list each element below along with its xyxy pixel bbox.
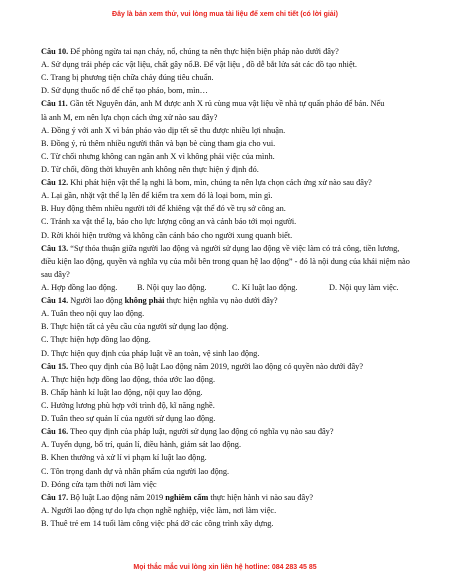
question-12-stem: Câu 12. Khi phát hiện vật thể lạ nghi là bom, mìn, chúng ta nên lựa chọn cách ứng xử nào sau đây? <box>41 178 372 188</box>
question-content <box>41 45 415 530</box>
question-10-option-a: A. Sử dụng trái phép các vật liệu, chất gây nổ. <box>41 60 195 70</box>
question-13-option-b: B. Nội quy lao động. <box>137 283 207 293</box>
question-17-option-a: A. Người lao động tự do lựa chọn nghề nghiệp, việc làm, nơi làm việc. <box>41 505 277 515</box>
question-13-option-d: D. Nội quy làm việc. <box>329 283 399 293</box>
question-16-option-a: A. Tuyển dụng, bố trí, quản lí, điều hành, giám sát lao động. <box>41 440 242 450</box>
question-10-option-c: C. Trang bị phương tiện chữa cháy đúng tiêu chuẩn. <box>41 73 214 83</box>
question-11-option-c: C. Từ chối nhưng không can ngăn anh X vì không phải việc của mình. <box>41 151 275 161</box>
question-12-label: Câu 12. <box>41 178 69 188</box>
question-12-option-b: B. Huy động thêm nhiều người tới để khiêng vật thể đó về trụ sở công an. <box>41 204 286 214</box>
hotline-number[interactable]: 084 283 45 85 <box>271 564 317 571</box>
question-16-stem: Câu 16. Theo quy định của pháp luật, người sử dụng lao động có nghĩa vụ nào sau đây? <box>41 427 334 437</box>
question-15-label: Câu 15. <box>41 361 69 371</box>
question-14-option-d: D. Thực hiện quy định của pháp luật về an toàn, vệ sinh lao động. <box>41 348 260 358</box>
question-14-label: Câu 14. <box>41 296 69 306</box>
question-12-option-c: C. Tránh xa vật thể lạ, báo cho lực lượng công an và cảnh báo tới mọi người. <box>41 217 297 227</box>
question-17-stem: Câu 17. Bộ luật Lao động năm 2019 nghiêm cấm thực hiện hành vi nào sau đây? <box>41 492 314 502</box>
question-11-label: Câu 11. <box>41 99 68 109</box>
question-10-option-d: D. Sử dụng thuốc nổ để chế tạo pháo, bom, mìn… <box>41 86 208 96</box>
question-11-stem-cont: là anh M, em nên lựa chọn cách ứng xử nào sau đây? <box>41 112 218 122</box>
question-10-option-b: B. Để vật liệu , đồ dễ bắt lửa sát các đồ tạo nhiệt. <box>194 60 358 70</box>
question-11-option-b: B. Đồng ý, rủ thêm nhiều người thân và bạn bè cùng tham gia cho vui. <box>41 138 276 148</box>
question-16-label: Câu 16. <box>41 427 69 437</box>
question-14-option-c: C. Thực hiện hợp đồng lao động. <box>41 335 151 345</box>
question-13-option-c: C. Kỉ luật lao động. <box>232 283 298 293</box>
question-12-option-a: A. Lại gần, nhặt vật thể lạ lên để kiểm tra xem đó là loại bom, mìn gì. <box>41 191 273 201</box>
question-17-label: Câu 17. <box>41 492 69 502</box>
question-15-stem: Câu 15. Theo quy định của Bộ luật Lao động năm 2019, người lao động có quyền nào dưới đây? <box>41 361 364 371</box>
question-12-option-d: D. Rời khỏi hiện trường và không cần cảnh báo cho người xung quanh biết. <box>41 230 293 240</box>
hotline-footer <box>0 564 450 571</box>
question-15-option-d: D. Tuân theo sự quản lí của người sử dụng lao động. <box>41 414 216 424</box>
question-13-options <box>41 281 415 294</box>
question-10-stem: Câu 10. Để phòng ngừa tai nạn cháy, nổ, chúng ta nên thực hiện biện pháp nào dưới đây? <box>41 47 339 56</box>
question-15-option-a: A. Thực hiện hợp đồng lao động, thỏa ước lao động. <box>41 374 216 384</box>
hotline-label: Mọi thắc mắc vui lòng xin liên hệ hotline: <box>133 564 270 571</box>
question-11-option-d: D. Từ chối, đồng thời khuyên anh không nên thực hiện ý định đó. <box>41 164 259 174</box>
question-13-option-a: A. Hợp đồng lao động. <box>41 283 118 293</box>
question-17-option-b: B. Thuê trẻ em 14 tuổi làm công việc phá dỡ các công trình xây dựng. <box>41 518 274 528</box>
question-14-option-b: B. Thực hiện tất cả yêu cầu của người sử dụng lao động. <box>41 322 229 332</box>
question-14-option-a: A. Tuân theo nội quy lao động. <box>41 309 145 319</box>
question-14-stem: Câu 14. Người lao động không phải thực hiện nghĩa vụ nào dưới đây? <box>41 296 278 306</box>
question-13-stem: Câu 13. “Sự thỏa thuận giữa người lao động và người sử dụng lao động về việc làm có trả công, tiền lương, điều kiện lao động, quyền và nghĩa vụ của mỗi bên trong quan hệ lao động” - đó là nội dung của khái niệm nào sau đây? <box>41 243 410 279</box>
question-10-label: Câu 10. <box>41 47 69 56</box>
question-15-option-c: C. Hưởng lương phù hợp với trình độ, kĩ năng nghề. <box>41 401 215 410</box>
question-16-option-b: B. Khen thưởng và xử lí vi phạm kỉ luật lao động. <box>41 453 207 463</box>
question-10-options-row-1 <box>41 58 415 71</box>
question-16-option-c: C. Tôn trọng danh dự và nhân phẩm của người lao động. <box>41 466 230 476</box>
preview-notice-banner: Đây là bản xem thử, vui lòng mua tài liệu để xem chi tiết (có lời giải) <box>112 11 338 18</box>
question-16-option-d: D. Đóng cửa tạm thời nơi làm việc <box>41 479 157 489</box>
question-11-stem: Câu 11. Gần tết Nguyên đán, anh M được anh X rủ cùng mua vật liệu về nhà tự quấn pháo để bán. Nếu <box>41 99 385 109</box>
question-13-label: Câu 13. <box>41 243 69 253</box>
question-11-option-a: A. Đồng ý với anh X vì bán pháo vào dịp tết sẽ thu được nhiều lợi nhuận. <box>41 125 286 135</box>
question-15-option-b: B. Chấp hành kỉ luật lao động, nội quy lao động. <box>41 387 203 397</box>
